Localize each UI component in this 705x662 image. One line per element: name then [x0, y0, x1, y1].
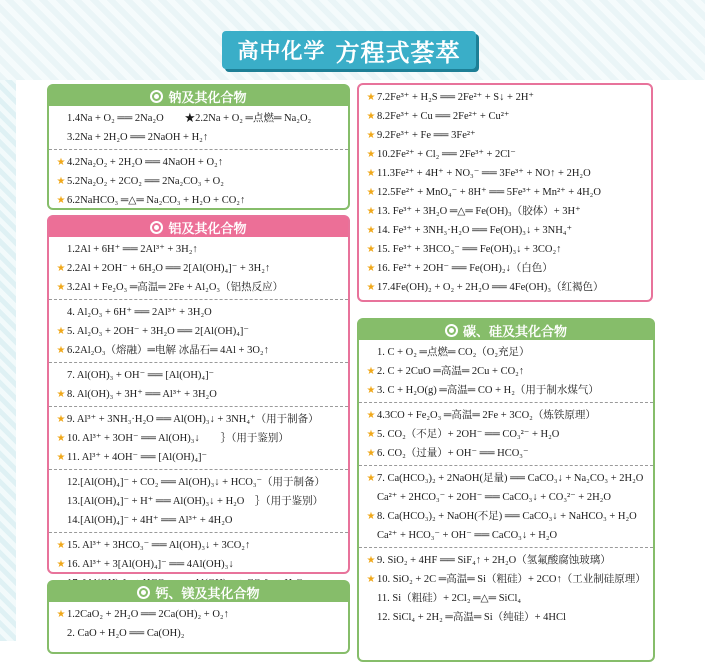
calcium-section-title: 钙、镁及其化合物 — [155, 585, 260, 601]
equation-line — [359, 406, 653, 425]
equation-line — [359, 507, 653, 526]
sodium-section-header — [49, 86, 348, 106]
equation-line — [49, 278, 348, 297]
equation-text: 1.2Al + 6H⁺ ══ 2Al³⁺ + 3H₂↑ — [67, 244, 198, 255]
equation-group — [359, 85, 651, 299]
star-icon: ★ — [366, 473, 376, 484]
equation-line — [359, 425, 653, 444]
star-icon: ★ — [56, 540, 66, 551]
equation-group — [359, 340, 653, 402]
equation-line — [359, 164, 651, 183]
star-icon: ★ — [366, 282, 376, 293]
star-icon: ★ — [366, 111, 376, 122]
equation-text: 2. CaO + H₂O ══ Ca(OH)₂ — [67, 628, 185, 639]
equation-group — [49, 602, 348, 645]
iron-equations — [359, 85, 651, 299]
title-part1: 高中化学 — [237, 40, 326, 63]
equation-group — [49, 406, 348, 469]
equation-text: 8. Ca(HCO₃)₂ + NaOH(不足) ══ CaCO₃↓ + NaHCO₃ + H₂O — [377, 511, 637, 522]
equation-text: 17.4Fe(OH)₂ + O₂ + 2H₂O ══ 4Fe(OH)₃（红褐色） — [377, 282, 604, 293]
equation-group — [359, 402, 653, 465]
star-icon: ★ — [56, 609, 66, 620]
equation-text: 3.2Al + Fe₂O₃ ═高温═ 2Fe + Al₂O₃（铝热反应） — [67, 282, 284, 293]
star-icon: ★ — [56, 157, 66, 168]
equation-text: 8. Al(OH)₃ + 3H⁺ ══ Al³⁺ + 3H₂O — [67, 389, 217, 400]
star-icon: ★ — [366, 244, 376, 255]
star-icon: ★ — [366, 366, 376, 377]
equation-text: Ca²⁺ + HCO₃⁻ + OH⁻ ══ CaCO₃↓ + H₂O — [377, 530, 558, 541]
star-icon: ★ — [56, 263, 66, 274]
equation-group — [359, 547, 653, 629]
equation-text: 7. Ca(HCO₃)₂ + 2NaOH(足量) ══ CaCO₃↓ + Na₂CO₃ + 2H₂O — [377, 473, 644, 484]
equation-line — [49, 341, 348, 360]
aluminum-section-title: 铝及其化合物 — [168, 220, 247, 236]
equation-text: 12.[Al(OH)₄]⁻ + CO₂ ══ Al(OH)₃↓ + HCO₃⁻（用于制备） — [67, 477, 326, 488]
star-icon: ★ — [56, 345, 66, 356]
equation-line — [359, 126, 651, 145]
equation-text: 5. Al₂O₃ + 2OH⁻ + 3H₂O ══ 2[Al(OH)₄]⁻ — [67, 326, 249, 337]
equation-line — [49, 172, 348, 191]
star-icon: ★ — [366, 149, 376, 160]
carbon-silicon-section — [357, 318, 655, 662]
star-icon: ★ — [366, 206, 376, 217]
equation-line — [359, 589, 653, 608]
equation-text: Ca²⁺ + 2HCO₃⁻ + 2OH⁻ ══ CaCO₃↓ + CO₃²⁻ + 2H₂O — [377, 492, 611, 503]
carbon-silicon-section-header — [359, 320, 653, 340]
equation-line — [49, 385, 348, 404]
sodium-section — [47, 84, 350, 210]
equation-line — [49, 303, 348, 322]
equation-group — [49, 299, 348, 362]
equation-line — [49, 448, 348, 467]
star-icon: ★ — [366, 168, 376, 179]
equation-text: 8.2Fe³⁺ + Cu ══ 2Fe²⁺ + Cu²⁺ — [377, 111, 510, 122]
aluminum-equations — [49, 237, 348, 595]
equation-group — [49, 106, 348, 149]
equation-text: 16. Fe²⁺ + 2OH⁻ ══ Fe(OH)₂↓（白色） — [377, 263, 553, 274]
equation-line — [49, 605, 348, 624]
equation-line — [359, 570, 653, 589]
equation-text: 14. Fe³⁺ + 3NH₃·H₂O ══ Fe(OH)₃↓ + 3NH₄⁺ — [377, 225, 572, 236]
equation-line — [49, 153, 348, 172]
star-icon: ★ — [366, 187, 376, 198]
star-icon: ★ — [366, 511, 376, 522]
equation-line — [359, 488, 653, 507]
equation-line — [359, 343, 653, 362]
equation-group — [49, 362, 348, 406]
equation-text: 1. C + O₂ ═点燃═ CO₂（O₂充足） — [377, 347, 530, 358]
star-icon: ★ — [56, 414, 66, 425]
star-icon: ★ — [366, 385, 376, 396]
equation-line — [359, 107, 651, 126]
equation-text: 1.2CaO₂ + 2H₂O ══ 2Ca(OH)₂ + O₂↑ — [67, 609, 229, 620]
equation-text: 11. Si（粗硅）+ 2Cl₂ ═△═ SiCl₄ — [377, 593, 522, 604]
equation-line — [359, 469, 653, 488]
equation-text: 4.3CO + Fe₂O₃ ═高温═ 2Fe + 3CO₂（炼铁原理） — [377, 410, 596, 421]
calcium-section — [47, 580, 350, 654]
equation-text: 4.2Na₂O₂ + 2H₂O ══ 4NaOH + O₂↑ — [67, 157, 223, 168]
circle-bullet-icon — [150, 221, 163, 234]
calcium-section-header — [49, 582, 348, 602]
equation-text: 5. CO₂（不足）+ 2OH⁻ ══ CO₃²⁻ + H₂O — [377, 429, 560, 440]
carbon-silicon-equations — [359, 340, 653, 629]
equation-text: 13. Fe³⁺ + 3H₂O ═△═ Fe(OH)₃（胶体）+ 3H⁺ — [377, 206, 581, 217]
equation-line — [49, 511, 348, 530]
equation-text: 6.2Al₂O₃（熔融）═电解 冰晶石═ 4Al + 3O₂↑ — [67, 345, 269, 356]
sodium-section-title: 钠及其化合物 — [168, 89, 247, 105]
equation-line — [49, 555, 348, 574]
equation-group — [49, 237, 348, 299]
equation-text: 3.2Na + 2H₂O ══ 2NaOH + H₂↑ — [67, 132, 209, 143]
equation-line — [359, 221, 651, 240]
equation-text: 11.3Fe²⁺ + 4H⁺ + NO₃⁻ ══ 3Fe³⁺ + NO↑ + 2H₂O — [377, 168, 591, 179]
title-part2: 方程式荟萃 — [335, 39, 461, 67]
equation-line — [49, 191, 348, 210]
equation-text: 6. CO₂（过量）+ OH⁻ ══ HCO₃⁻ — [377, 448, 529, 459]
equation-line — [359, 202, 651, 221]
equation-line — [359, 88, 651, 107]
equation-line — [359, 526, 653, 545]
calcium-equations — [49, 602, 348, 645]
equation-text: 12. SiCl₄ + 2H₂ ═高温═ Si（纯硅）+ 4HCl — [377, 612, 566, 623]
equation-text: 4. Al₂O₃ + 6H⁺ ══ 2Al³⁺ + 3H₂O — [67, 307, 212, 318]
star-icon: ★ — [366, 448, 376, 459]
star-icon: ★ — [366, 130, 376, 141]
equation-text: 9. Al³⁺ + 3NH₃·H₂O ══ Al(OH)₃↓ + 3NH₄⁺（用于制备） — [67, 414, 319, 425]
equation-text: 15. Fe³⁺ + 3HCO₃⁻ ══ Fe(OH)₃↓ + 3CO₂↑ — [377, 244, 562, 255]
equation-line — [359, 240, 651, 259]
equation-text: 16. Al³⁺ + 3[Al(OH)₄]⁻ ══ 4Al(OH)₃↓ — [67, 559, 234, 570]
iron-section-continued — [357, 83, 653, 302]
equation-group — [49, 149, 348, 212]
star-icon: ★ — [366, 92, 376, 103]
equation-line — [49, 492, 348, 511]
equation-line — [49, 473, 348, 492]
star-icon: ★ — [56, 433, 66, 444]
equation-line — [359, 444, 653, 463]
equation-text: 5.2Na₂O₂ + 2CO₂ ══ 2Na₂CO₃ + O₂ — [67, 176, 224, 187]
carbon-silicon-section-title: 碳、硅及其化合物 — [462, 323, 567, 339]
equation-line — [49, 322, 348, 341]
star-icon: ★ — [56, 452, 66, 463]
equation-group — [359, 465, 653, 547]
equation-line — [49, 259, 348, 278]
equation-text: 2.2Al + 2OH⁻ + 6H₂O ══ 2[Al(OH)₄]⁻ + 3H₂↑ — [67, 263, 271, 274]
equation-line — [49, 410, 348, 429]
equation-text: 10.2Fe²⁺ + Cl₂ ══ 2Fe³⁺ + 2Cl⁻ — [377, 149, 516, 160]
aluminum-section-header — [49, 217, 348, 237]
circle-bullet-icon — [150, 90, 163, 103]
equation-line — [49, 240, 348, 259]
equation-line — [49, 429, 348, 448]
equation-text: 6.2NaHCO₃ ═△═ Na₂CO₃ + H₂O + CO₂↑ — [67, 195, 246, 206]
equation-text: 12.5Fe²⁺ + MnO₄⁻ + 8H⁺ ══ 5Fe³⁺ + Mn²⁺ + 4H₂O — [377, 187, 601, 198]
circle-bullet-icon — [137, 586, 150, 599]
equation-text: 14.[Al(OH)₄]⁻ + 4H⁺ ══ Al³⁺ + 4H₂O — [67, 515, 233, 526]
equation-text: 1.4Na + O₂ ══ 2Na₂O ★2.2Na + O₂ ═点燃═ Na₂O₂ — [67, 113, 312, 124]
equation-text: 11. Al³⁺ + 4OH⁻ ══ [Al(OH)₄]⁻ — [67, 452, 208, 463]
equation-line — [49, 128, 348, 147]
sodium-equations — [49, 106, 348, 212]
equation-line — [359, 381, 653, 400]
left-decorative-stripe — [0, 80, 16, 641]
equation-text: 13.[Al(OH)₄]⁻ + H⁺ ══ Al(OH)₃↓ + H₂O ｝（用于鉴别） — [67, 496, 324, 507]
equation-line — [359, 183, 651, 202]
star-icon: ★ — [56, 389, 66, 400]
star-icon: ★ — [56, 559, 66, 570]
star-icon: ★ — [366, 410, 376, 421]
equation-line — [49, 624, 348, 643]
equation-text: 7. Al(OH)₃ + OH⁻ ══ [Al(OH)₄]⁻ — [67, 370, 215, 381]
star-icon: ★ — [56, 326, 66, 337]
equation-text: 10. SiO₂ + 2C ═高温═ Si（粗硅）+ 2CO↑（工业制硅原理） — [377, 574, 646, 585]
equation-line — [49, 536, 348, 555]
star-icon: ★ — [366, 263, 376, 274]
star-icon: ★ — [56, 176, 66, 187]
equation-line — [359, 608, 653, 627]
equation-line — [359, 551, 653, 570]
equation-text: 9.2Fe³⁺ + Fe ══ 3Fe²⁺ — [377, 130, 476, 141]
equation-line — [359, 362, 653, 381]
circle-bullet-icon — [445, 324, 458, 337]
star-icon: ★ — [56, 282, 66, 293]
aluminum-section — [47, 215, 350, 574]
star-icon: ★ — [366, 225, 376, 236]
equation-line — [359, 278, 651, 297]
equation-line — [49, 366, 348, 385]
equation-line — [49, 109, 348, 128]
equation-text: 10. Al³⁺ + 3OH⁻ ══ Al(OH)₃↓ ｝（用于鉴别） — [67, 433, 289, 444]
star-icon: ★ — [366, 555, 376, 566]
equation-group — [49, 469, 348, 532]
star-icon: ★ — [366, 574, 376, 585]
page-title — [222, 31, 476, 69]
equation-line — [359, 145, 651, 164]
equation-text: 2. C + 2CuO ═高温═ 2Cu + CO₂↑ — [377, 366, 525, 377]
star-icon: ★ — [56, 195, 66, 206]
equation-text: 7.2Fe³⁺ + H₂S ══ 2Fe²⁺ + S↓ + 2H⁺ — [377, 92, 534, 103]
equation-text: 9. SiO₂ + 4HF ══ SiF₄↑ + 2H₂O（氢氟酸腐蚀玻璃） — [377, 555, 611, 566]
star-icon: ★ — [366, 429, 376, 440]
equation-text: 3. C + H₂O(g) ═高温═ CO + H₂（用于制水煤气） — [377, 385, 599, 396]
equation-text: 15. Al³⁺ + 3HCO₃⁻ ══ Al(OH)₃↓ + 3CO₂↑ — [67, 540, 251, 551]
equation-line — [359, 259, 651, 278]
